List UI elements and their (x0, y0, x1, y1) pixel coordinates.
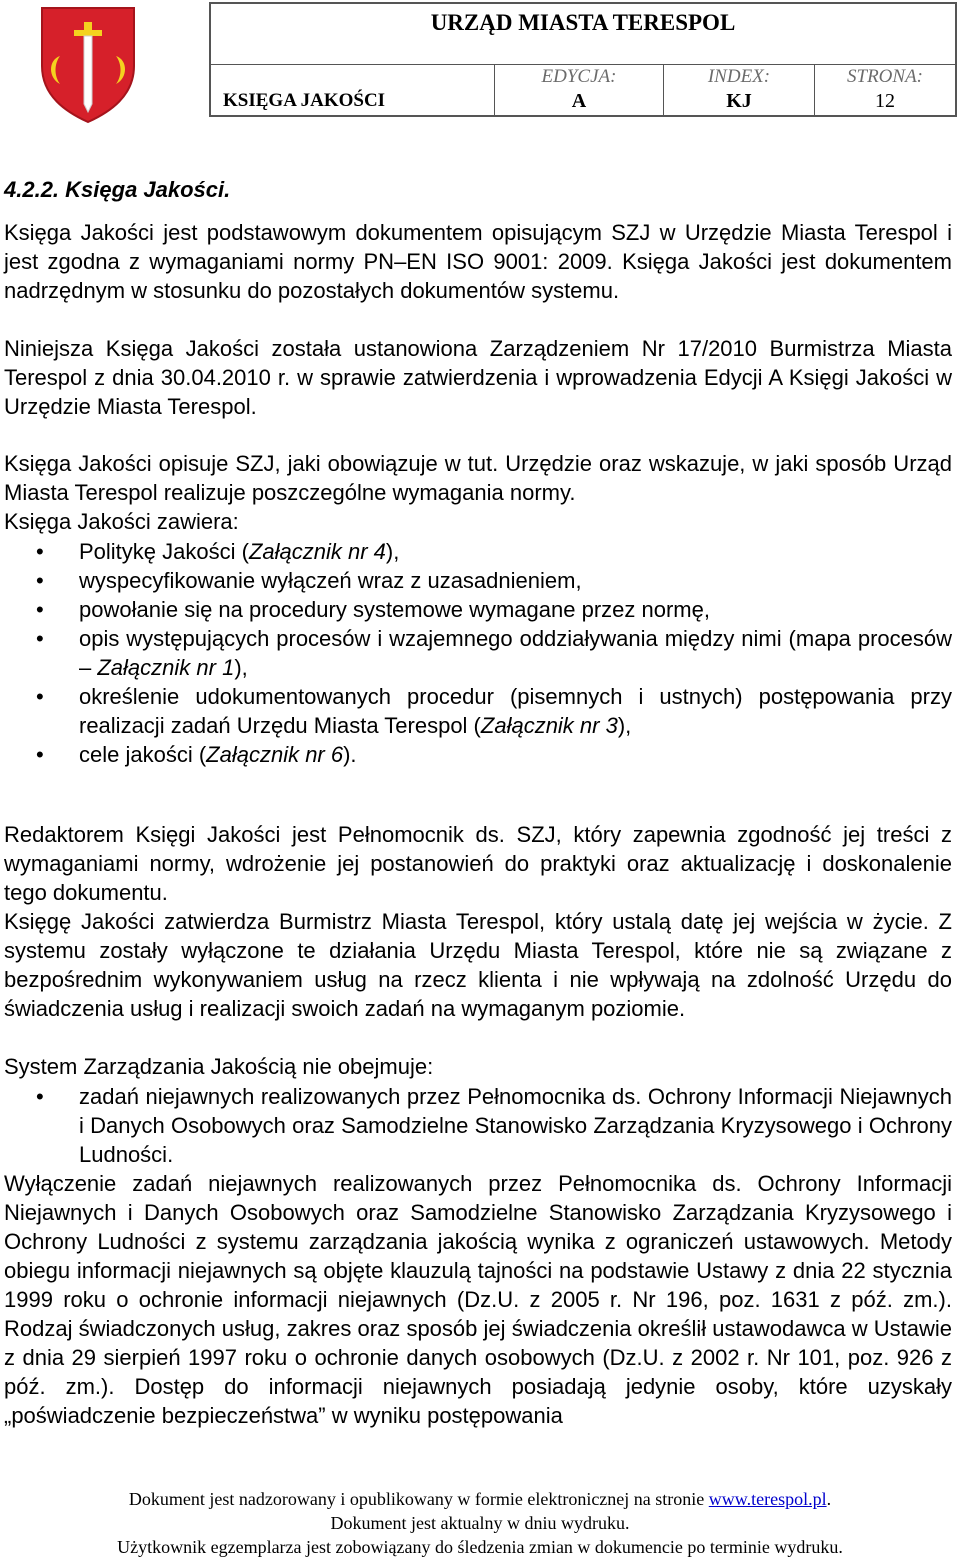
page-number: 12 (875, 90, 895, 112)
paragraph-intro: Księga Jakości jest podstawowym dokumentem opisującym SZJ w Urzędzie Miasta Terespol i jest zgodna z wymaganiami normy PN–EN ISO 9001: 2009. Księga Jakości jest dokumentem nadrzędnym w stosunku do pozostałych dokumentów systemu. (4, 220, 952, 303)
list-item: • określenie udokumentowanych procedur (pisemnych i ustnych) postępowania przy realizacji zadań Urzędu Miasta Terespol (Załącznik nr 3), (4, 682, 952, 740)
footer-line-validity: Dokument jest aktualny w dniu wydruku. (330, 1513, 630, 1533)
list-item: • powołanie się na procedury systemowe wymagane przez normę, (4, 595, 952, 624)
list-item: • wyspecyfikowanie wyłączeń wraz z uzasadnieniem, (4, 566, 952, 595)
document-header (209, 2, 957, 117)
list-item: • opis występujących procesów i wzajemnego oddziaływania między nimi (mapa procesów – Załącznik nr 1), (4, 624, 952, 682)
paragraph-exclusions-intro: System Zarządzania Jakością nie obejmuje: (4, 1054, 434, 1079)
paragraph-approval: Księgę Jakości zatwierdza Burmistrz Miasta Terespol, który ustalą datę jej wejścia w życie. Z systemu zostały wyłączone te działania Urzędu Miasta Terespol, które nie są związane z bezpośrednim wykonywaniem usług na rzecz klienta i nie wpływają na zdolność Urzędu do świadczenia usług i realizacji swoich zadań na wymaganym poziomie. (4, 909, 952, 1021)
coat-of-arms-crest-icon (38, 4, 138, 124)
paragraph-contents-intro: Księga Jakości zawiera: (4, 509, 239, 534)
website-link[interactable]: www.terespol.pl (708, 1489, 827, 1509)
edition-label: EDYCJA: (541, 66, 617, 87)
office-title: URZĄD MIASTA TERESPOL (211, 4, 955, 65)
page-number-cell (814, 64, 955, 115)
footer-line-user-note: Użytkownik egzemplarza jest zobowiązany do śledzenia zmian w dokumencie po terminie wydruku. (117, 1537, 843, 1557)
document-footer (0, 1487, 960, 1559)
index-cell (663, 64, 814, 115)
paragraph-exclusion-details: Wyłączenie zadań niejawnych realizowanych przez Pełnomocnika ds. Ochrony Informacji Niejawnych i Danych Osobowych oraz Samodzielne Stanowisko Zarządzania Kryzysowego i Ochrony Ludności z systemu zarządzania jakością wynika z ograniczeń ustawowych. Metody obiegu informacji niejawnych są objęte klauzulą tajności na podstawie Ustawy z dnia 22 stycznia 1999 roku o ochronie informacji niejawnych (Dz.U. z 2005 r. Nr 196, poz. 1631 z póź. zm.). Rodzaj świadczonych usług, zakres oraz sposób jej świadczenia określił ustawodawca w Ustawie z dnia 29 sierpień 1997 roku o ochronie danych osobowych (Dz.U. z 2002 r. Nr 101, poz. 926 z póź. zm.). Dostęp do informacji niejawnych posiadają jedynie osoby, które uzyskały „poświadczenie bezpieczeństwa” w wyniku postępowania (4, 1171, 952, 1428)
section-heading: 4.2.2. Księga Jakości. (4, 177, 231, 202)
paragraph-scope: Księga Jakości opisuje SZJ, jaki obowiązuje w tut. Urzędzie oraz wskazuje, w jaki sposób Urząd Miasta Terespol realizuje poszczególne wymagania normy. (4, 451, 952, 505)
footer-line-publication: Dokument jest nadzorowany i opublikowany w formie elektronicznej na stronie www.terespol.pl. (128, 1489, 832, 1509)
exclusions-list (4, 1082, 952, 1169)
document-name-cell (211, 64, 494, 115)
list-item: • zadań niejawnych realizowanych przez Pełnomocnika ds. Ochrony Informacji Niejawnych i Danych Osobowych oraz Samodzielne Stanowisko Zarządzania Kryzysowego i Ochrony Ludności. (4, 1082, 952, 1169)
edition-cell (494, 64, 663, 115)
contents-list (4, 537, 952, 769)
index-label: INDEX: (707, 66, 771, 87)
paragraph-editor: Redaktorem Księgi Jakości jest Pełnomocnik ds. SZJ, który zapewnia zgodność jej treści z wymaganiami normy, wdrożenie jej postanowień do praktyki oraz aktualizację i doskonalenie tego dokumentu. (4, 822, 952, 905)
header-info-row (211, 64, 955, 115)
paragraph-ordinance: Niniejsza Księga Jakości została ustanowiona Zarządzeniem Nr 17/2010 Burmistrza Miasta Terespol z dnia 30.04.2010 r. w sprawie zatwierdzenia i wprowadzenia Edycji A Księgi Jakości w Urzędzie Miasta Terespol. (4, 336, 952, 419)
page-label: STRONA: (847, 66, 923, 87)
list-item: • Politykę Jakości (Załącznik nr 4), (4, 537, 952, 566)
list-item: • cele jakości (Załącznik nr 6). (4, 740, 952, 769)
index-value: KJ (726, 90, 752, 112)
edition-value: A (571, 90, 587, 112)
document-name: KSIĘGA JAKOŚCI (223, 90, 386, 111)
